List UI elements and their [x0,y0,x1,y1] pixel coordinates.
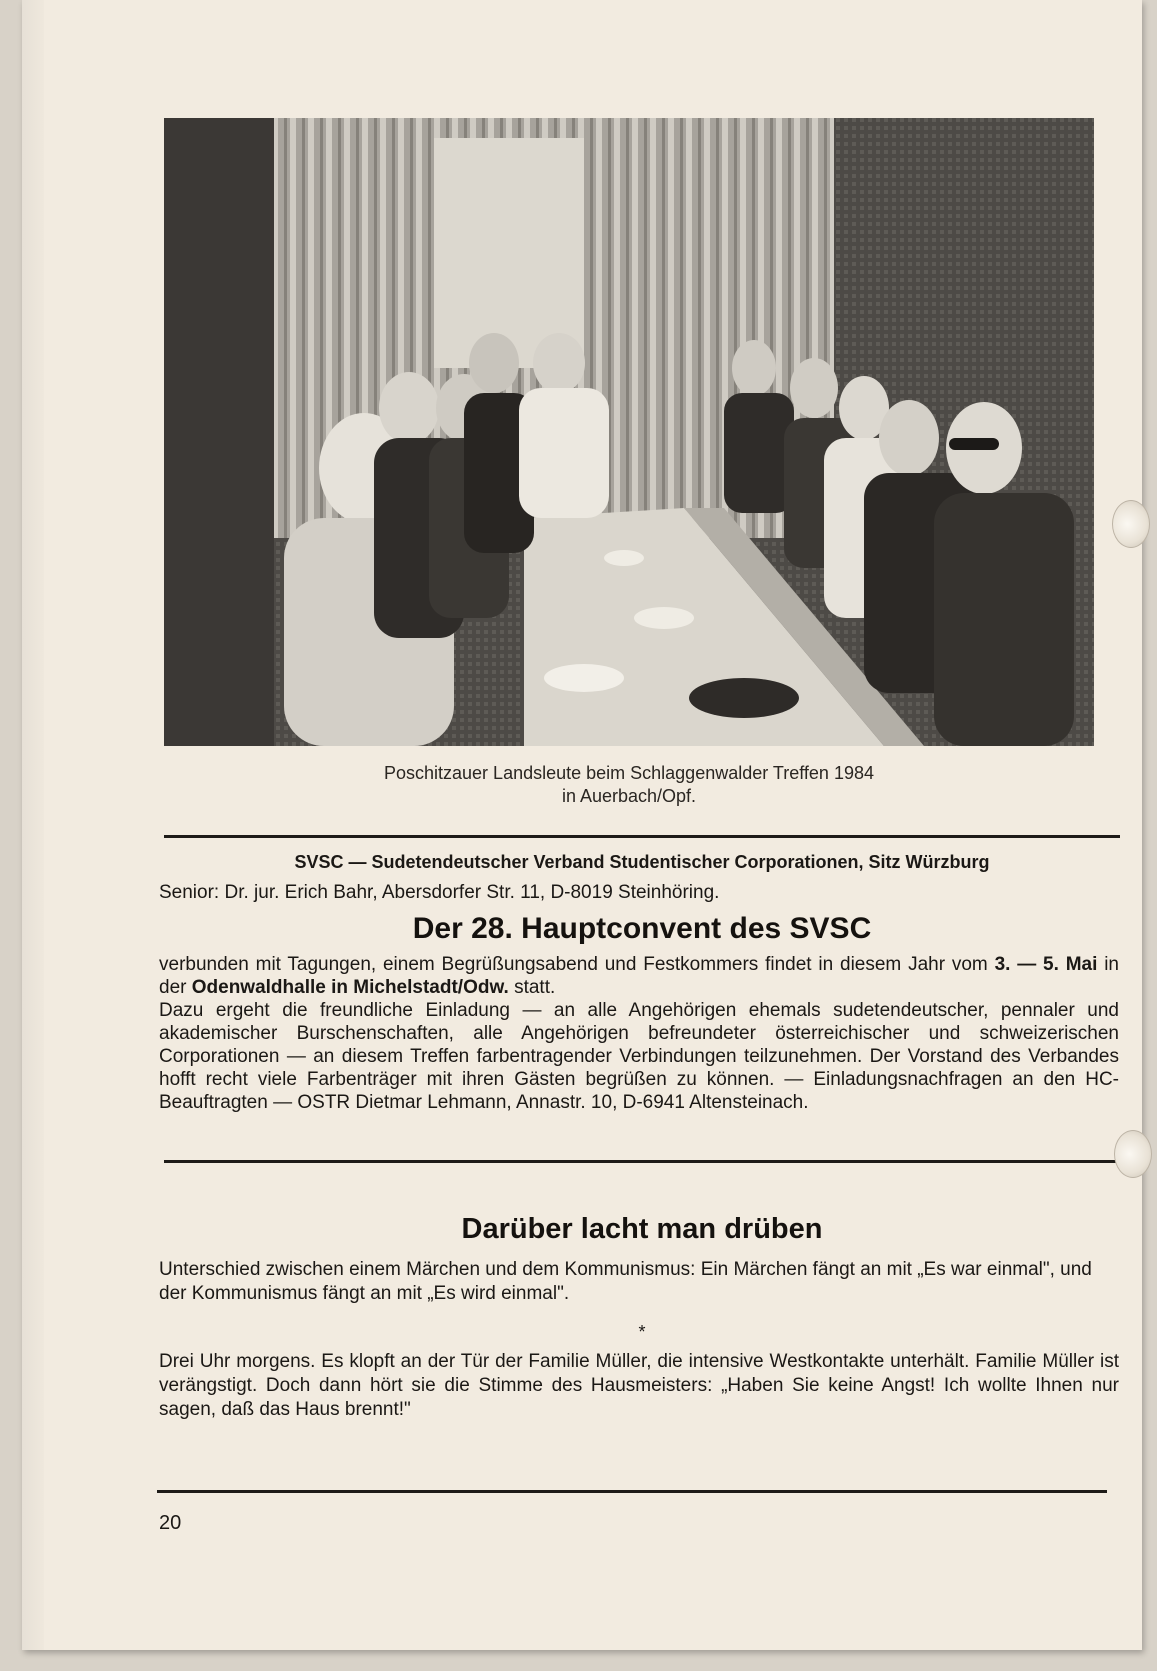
group-photo-illustration [164,118,1094,746]
divider [164,835,1120,838]
article-text: in der [159,954,1119,998]
svsc-heading: SVSC — Sudetendeutscher Verband Studentischer Corporationen, Sitz Würzburg [294,852,990,872]
page-edge [22,0,44,1650]
article-text: verbunden mit Tagungen, einem Begrüßungsabend und Festkommers findet in diesem Jahr vom [159,954,995,975]
page [22,0,1142,1650]
caption-line-1: Poschitzauer Landsleute beim Schlaggenwalder Treffen 1984 [384,763,874,783]
jokes-title: Darüber lacht man drüben [461,1213,823,1245]
joke-text: Unterschied zwischen einem Märchen und dem Kommunismus: Ein Märchen fängt an mit „Es war einmal", und der Kommunismus fängt an mit „Es wird einmal". [159,1259,1092,1304]
svsc-senior: Senior: Dr. jur. Erich Bahr, Abersdorfer Str. 11, D-8019 Steinhöring. [159,882,720,903]
event-place: Odenwaldhalle in Michelstadt/Odw. [191,977,509,998]
joke-text: Drei Uhr morgens. Es klopft an der Tür der Familie Müller, die intensive Westkontakte unterhält. Familie Müller ist verängstigt. Doch dann hört sie die Stimme des Hausmeisters: „Haben Sie keine Angst! Ich wollte Ihnen nur sagen, daß das Haus brennt!" [159,1351,1119,1420]
punch-hole [1114,1130,1152,1178]
article-body [159,953,1119,1114]
punch-hole [1112,500,1150,548]
photo-caption [164,762,1094,808]
joke-separator: * [638,1322,646,1342]
divider [157,1490,1107,1493]
article-paragraph: Dazu ergeht die freundliche Einladung — an alle Angehörigen ehemals sudetendeutscher, pennaler und akademischer Burschenschaften, alle Angehörigen befreundeter österreichischer und schweizerischen Corporationen — an diesem Treffen farbentragender Verbindungen teilzunehmen. Der Vorstand des Verbandes hofft recht viele Farbenträger mit ihren Gästen begrüßen zu können. — Einladungsnachfragen an den HC-Beauftragten — OSTR Dietmar Lehmann, Annastr. 10, D-6941 Altensteinach. [159,1000,1119,1113]
divider [164,1160,1120,1163]
article-text: statt. [508,977,556,998]
caption-line-2: in Auerbach/Opf. [561,786,697,806]
article-title: Der 28. Hauptconvent des SVSC [412,912,872,945]
event-date: 3. — 5. Mai [994,954,1098,975]
group-photo [164,118,1094,746]
page-number: 20 [159,1512,182,1534]
